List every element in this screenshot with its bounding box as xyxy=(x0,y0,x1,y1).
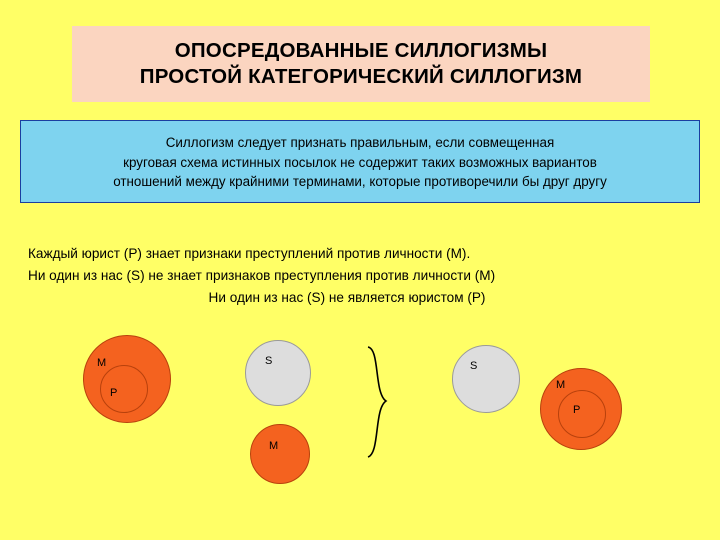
rule-callout-box xyxy=(20,120,700,203)
page-title-line-1: ОПОСРЕДОВАННЫЕ СИЛЛОГИЗМЫ xyxy=(174,39,548,62)
label-m-group3: М xyxy=(556,379,566,391)
premise-conclusion: Ни один из нас (S) не является юристом (Р) xyxy=(208,290,486,305)
title-box xyxy=(72,26,650,102)
page-title-line-2: ПРОСТОЙ КАТЕГОРИЧЕСКИЙ СИЛЛОГИЗМ xyxy=(139,65,583,88)
label-p-group1: Р xyxy=(110,387,118,399)
brace-connector-icon xyxy=(366,345,400,460)
circle-s-group3 xyxy=(452,345,520,413)
premises-block xyxy=(28,243,696,309)
rule-text-line-3: отношений между крайними терминами, которые противоречили бы друг другу xyxy=(113,174,607,190)
rule-text-line-2: круговая схема истинных посылок не содержит таких возможных вариантов xyxy=(123,154,597,170)
premise-major: Каждый юрист (Р) знает признаки преступлений против личности (М). xyxy=(28,246,471,261)
circle-p-group1 xyxy=(100,365,148,413)
label-m-group1: М xyxy=(97,357,107,369)
label-s-group3: S xyxy=(470,360,478,372)
label-s-group2: S xyxy=(265,355,273,367)
label-p-group3: Р xyxy=(573,404,581,416)
label-m-group2: М xyxy=(269,440,279,452)
circle-p-group3 xyxy=(558,390,606,438)
premise-minor: Ни один из нас (S) не знает признаков преступления против личности (М) xyxy=(28,268,496,283)
circle-m-group2 xyxy=(250,424,310,484)
circle-s-group2 xyxy=(245,340,311,406)
rule-text-line-1: Силлогизм следует признать правильным, если совмещенная xyxy=(165,135,555,151)
